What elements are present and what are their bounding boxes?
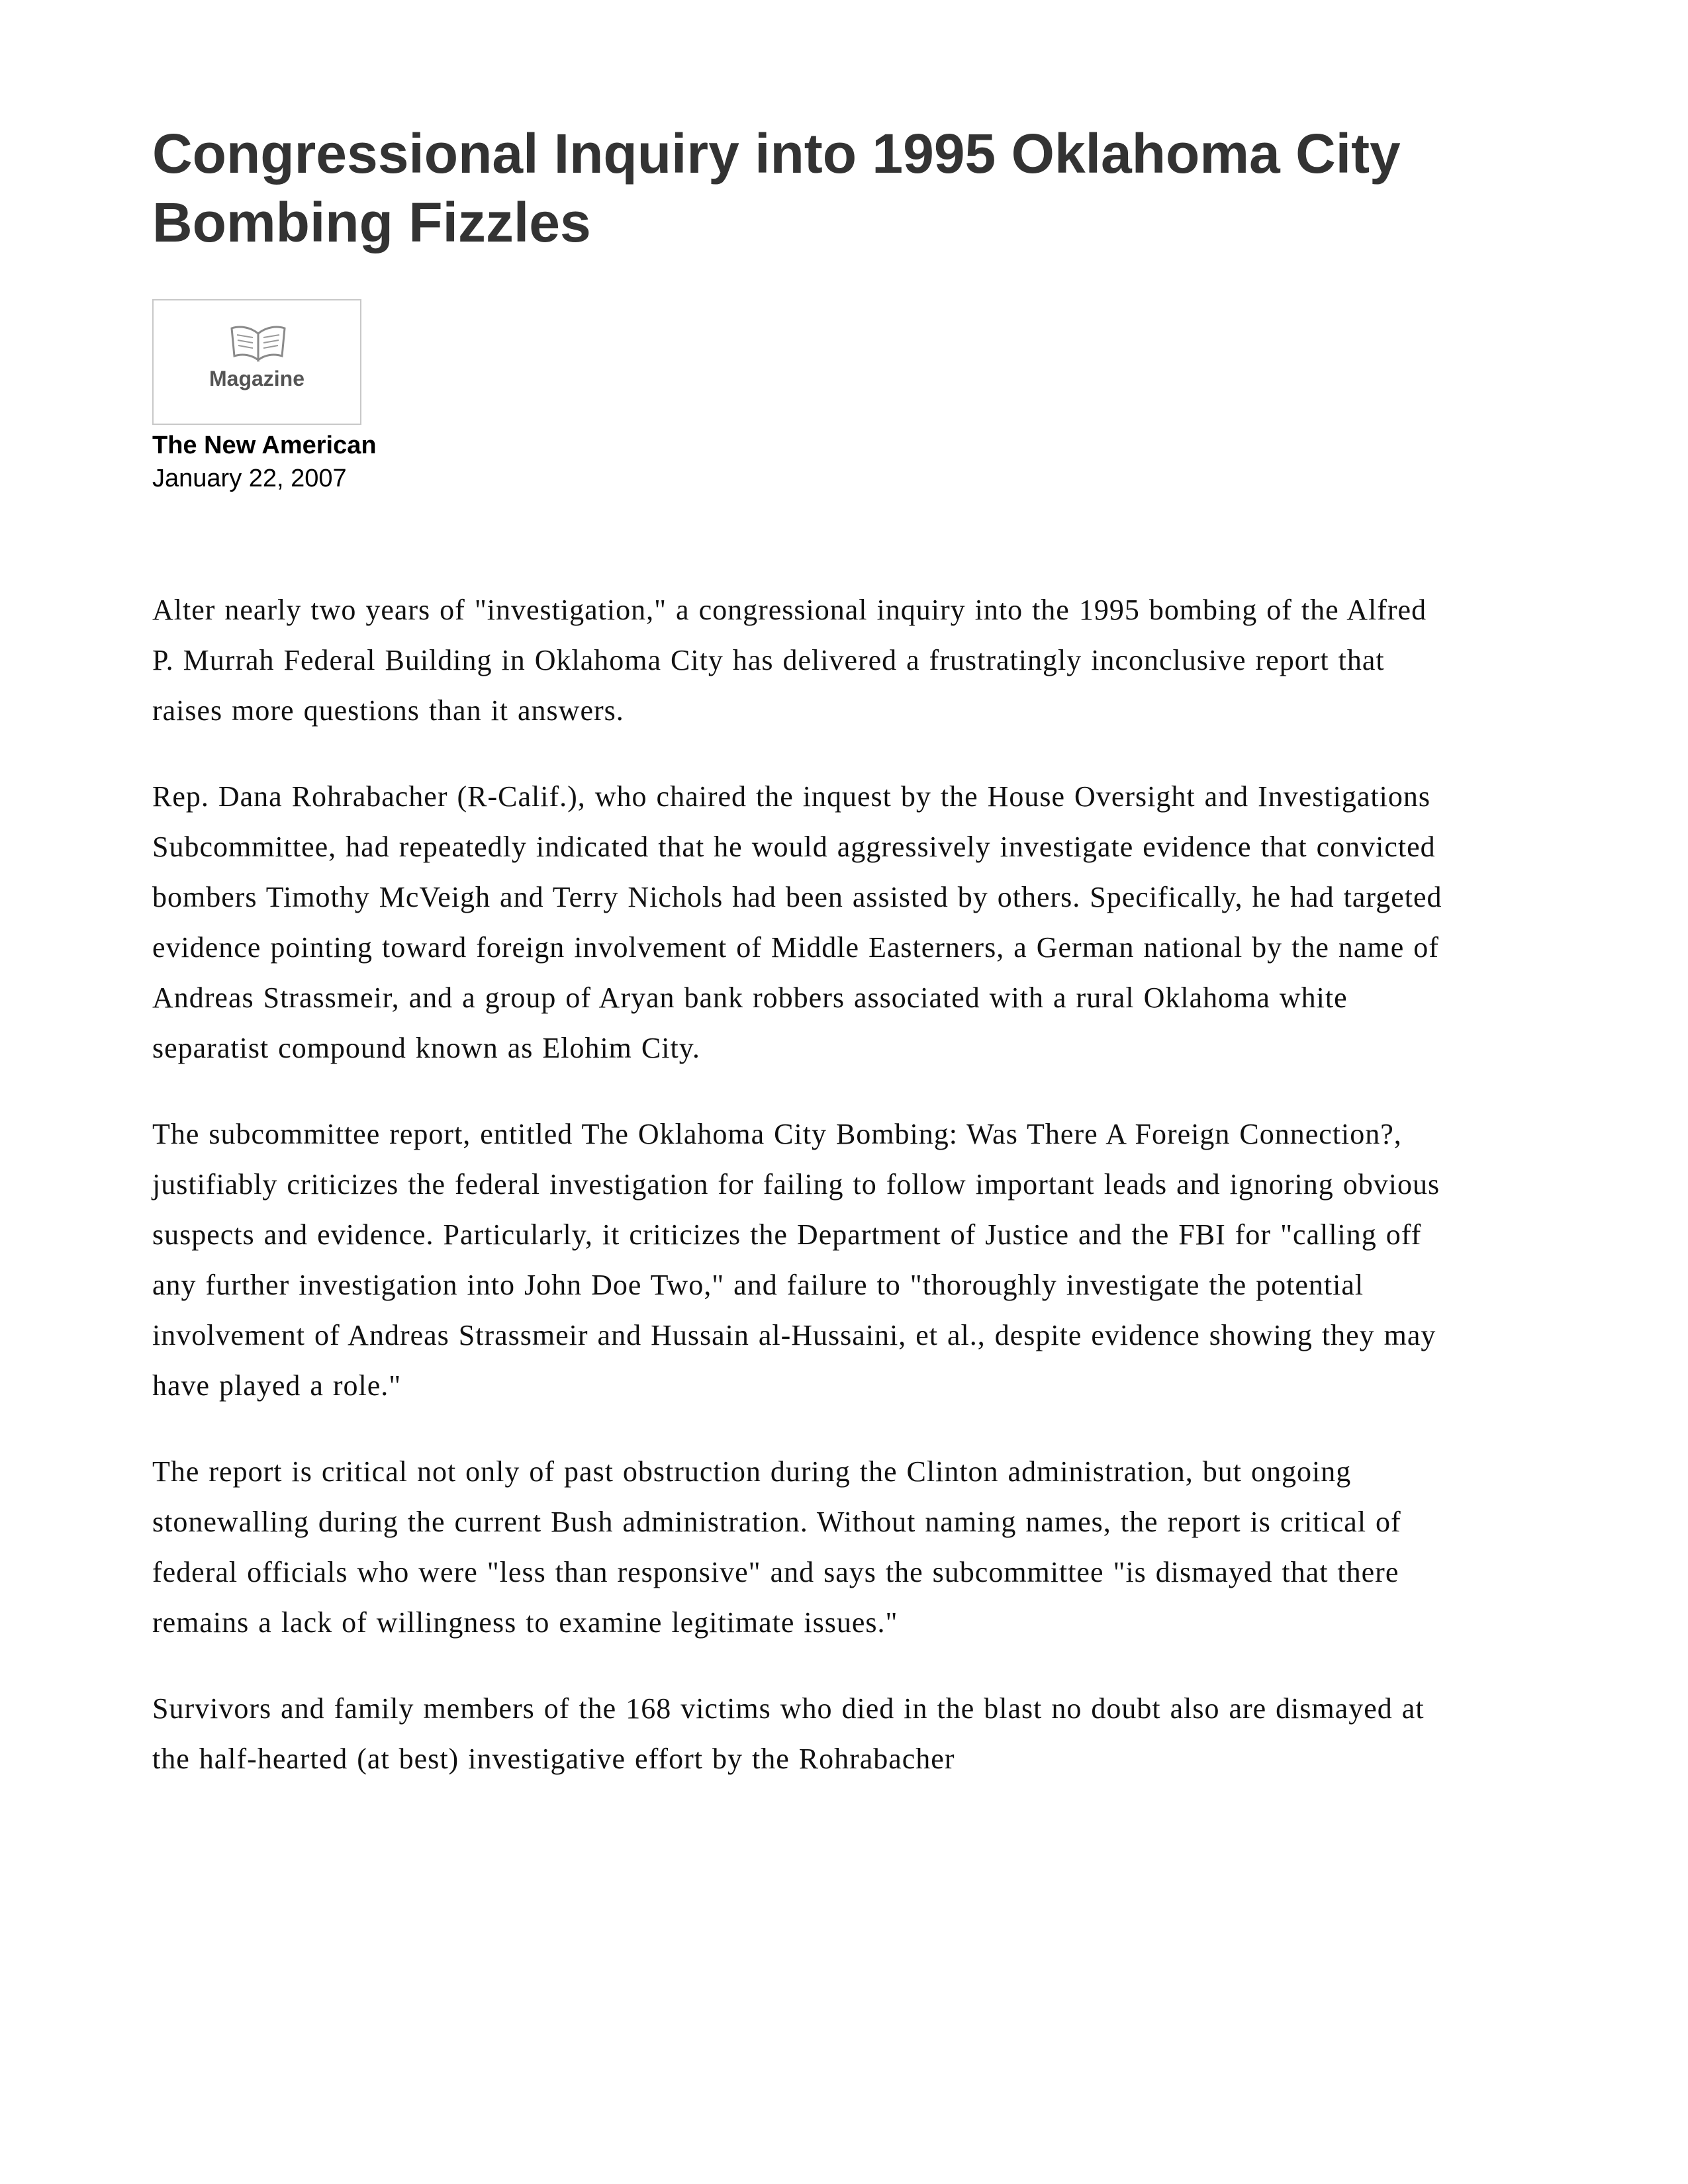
article-paragraph: The report is critical not only of past obstruction during the Clinton administration, but ongoing stonewalling during the current Bush administration. Without naming names, the report is critical of federal officials who were "less than responsive" and says the subcommittee "is dismayed that there remains a lack of willingness to examine legitimate issues." — [152, 1455, 1401, 1639]
open-book-icon — [228, 322, 289, 368]
article-body — [152, 585, 1450, 1784]
magazine-logo — [152, 299, 361, 425]
article-paragraph: Survivors and family members of the 168 victims who died in the blast no doubt also are dismayed at the half-hearted (at best) investigative effort by the Rohrabacher — [152, 1692, 1425, 1775]
publication-source: The New American — [152, 432, 377, 459]
article-paragraph: Alter nearly two years of "investigation," a congressional inquiry into the 1995 bombing of the Alfred P. Murrah Federal Building in Oklahoma City has delivered a frustratingly inconclusive report that raises more questions than it answers. — [152, 594, 1427, 727]
article-paragraph: The subcommittee report, entitled The Oklahoma City Bombing: Was There A Foreign Connection?, justifiably criticizes the federal investigation for failing to follow important leads and ignoring obvious suspects and evidence. Particularly, it criticizes the Department of Justice and the FBI for "calling off any further investigation into John Doe Two," and failure to "thoroughly investigate the potential involvement of Andreas Strassmeir and Hussain al-Hussaini, et al., despite evidence showing they may have played a role." — [152, 1118, 1440, 1402]
publication-date: January 22, 2007 — [152, 465, 347, 492]
article-title: Congressional Inquiry into 1995 Oklahoma City Bombing Fizzles — [152, 122, 1401, 253]
article-page — [152, 119, 1450, 1820]
article-paragraph: Rep. Dana Rohrabacher (R-Calif.), who chaired the inquest by the House Oversight and Investigations Subcommittee, had repeatedly indicated that he would aggressively investigate evidence that convicted bombers Timothy McVeigh and Terry Nichols had been assisted by others. Specifically, he had targeted evidence pointing toward foreign involvement of Middle Easterners, a German national by the name of Andreas Strassmeir, and a group of Aryan bank robbers associated with a rural Oklahoma white separatist compound known as Elohim City. — [152, 780, 1442, 1064]
magazine-logo-label: Magazine — [209, 367, 305, 390]
